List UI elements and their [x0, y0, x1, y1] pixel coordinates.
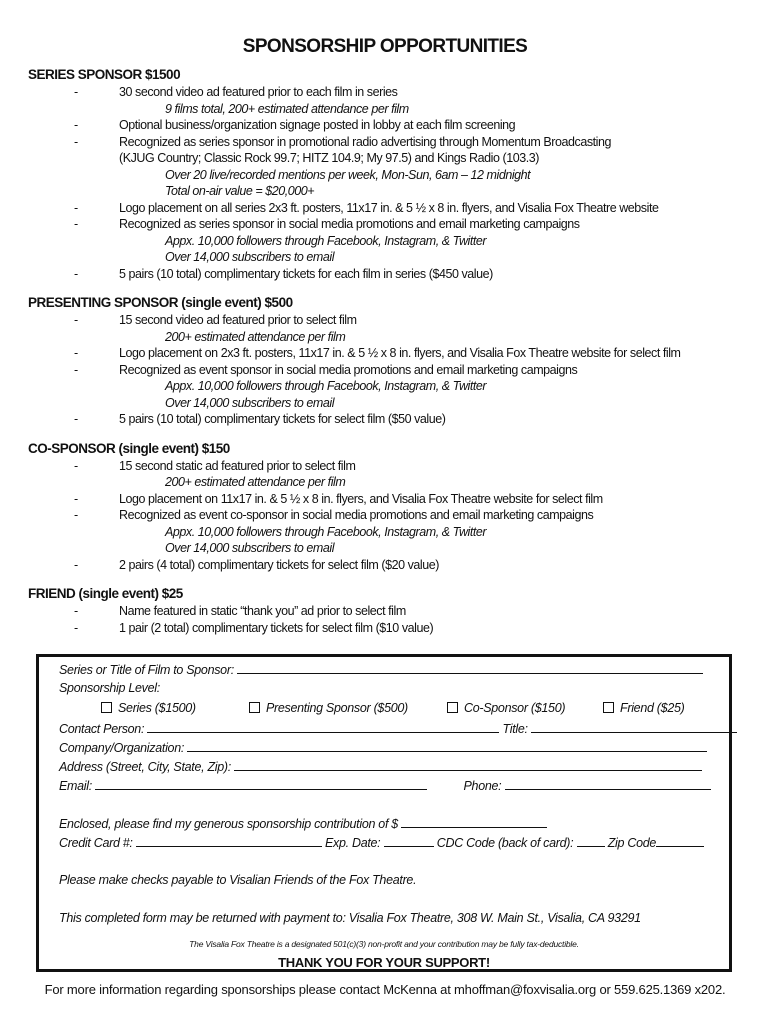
benefit-detail: Appx. 10,000 followers through Facebook, Instagram, & Twitter [165, 524, 487, 539]
benefit-text: 30 second video ad featured prior to each film in series [119, 85, 398, 99]
option-series[interactable] [101, 701, 196, 715]
exp-label: Exp. Date: [324, 836, 381, 850]
phone-field[interactable] [505, 777, 711, 790]
benefit-detail: Total on-air value = $20,000+ [165, 184, 315, 198]
card-label: Credit Card #: [59, 836, 133, 850]
return-note: This completed form may be returned with payment to: Visalia Fox Theatre, 308 W. Main St., Visalia, CA 93291 [59, 911, 641, 925]
sponsor-section [28, 440, 748, 574]
card-field[interactable] [136, 834, 322, 847]
zip-field[interactable] [656, 834, 704, 847]
benefit-text: Recognized as series sponsor in social media promotions and email marketing campaigns [119, 217, 580, 231]
benefit-text: 5 pairs (10 total) complimentary tickets for select film ($50 value) [119, 412, 446, 426]
option-label: Series ($1500) [118, 701, 196, 715]
checkbox-icon[interactable] [249, 702, 260, 713]
contribution-field[interactable] [401, 815, 547, 828]
benefit-text: Recognized as event sponsor in social media promotions and email marketing campaigns [119, 362, 578, 377]
address-label: Address (Street, City, State, Zip): [59, 760, 231, 774]
option-presenting[interactable] [249, 701, 408, 715]
benefit-text: 1 pair (2 total) complimentary tickets for select film ($10 value) [119, 620, 434, 635]
benefit-item [28, 345, 748, 362]
dash-bullet-icon: - [74, 412, 78, 426]
benefit-detail: Over 14,000 subscribers to email [165, 395, 335, 410]
benefit-text: 2 pairs (4 total) complimentary tickets for select film ($20 value) [119, 557, 439, 572]
benefit-detail: 200+ estimated attendance per film [165, 475, 346, 489]
option-co-sponsor[interactable] [447, 701, 565, 715]
benefit-item [28, 312, 748, 329]
benefit-detail: 9 films total, 200+ estimated attendance per film [165, 101, 409, 116]
section-heading: PRESENTING SPONSOR (single event) $500 [28, 295, 293, 310]
level-label: Sponsorship Level: [59, 681, 160, 695]
film-label: Series or Title of Film to Sponsor: [59, 663, 234, 677]
benefit-item [28, 200, 748, 217]
film-field[interactable] [237, 661, 703, 674]
contribution-row [59, 815, 547, 831]
dash-bullet-icon: - [74, 491, 78, 506]
dash-bullet-icon: - [74, 118, 78, 132]
cdc-field[interactable] [577, 834, 605, 847]
dash-bullet-icon: - [74, 266, 78, 281]
section-heading: FRIEND (single event) $25 [28, 586, 183, 601]
email-field[interactable] [95, 777, 427, 790]
checkbox-icon[interactable] [101, 702, 112, 713]
zip-label: Zip Code [607, 836, 657, 850]
dash-bullet-icon: - [74, 604, 78, 618]
company-field[interactable] [187, 739, 707, 752]
thank-you-text: THANK YOU FOR YOUR SUPPORT! [278, 955, 490, 970]
benefit-detail: Over 14,000 subscribers to email [165, 250, 335, 264]
film-row [59, 661, 703, 677]
benefit-detail: 200+ estimated attendance per film [165, 329, 346, 344]
benefit-item [28, 507, 748, 524]
checkbox-icon[interactable] [603, 702, 614, 713]
benefit-text: Optional business/organization signage posted in lobby at each film screening [119, 118, 516, 132]
contact-footer: For more information regarding sponsorships please contact McKenna at mhoffman@foxvisalia.org or 559.625.1369 x202. [44, 982, 726, 997]
contact-field[interactable] [147, 720, 499, 733]
title-field[interactable] [531, 720, 737, 733]
level-options [39, 701, 729, 717]
sponsor-section [28, 585, 748, 636]
checkbox-icon[interactable] [447, 702, 458, 713]
benefit-item [28, 411, 748, 428]
benefit-text: 5 pairs (10 total) complimentary tickets for each film in series ($450 value) [119, 266, 493, 281]
benefit-continuation: (KJUG Country; Classic Rock 99.7; HITZ 104.9; My 97.5) and Kings Radio (103.3) [119, 151, 539, 165]
benefit-detail: Appx. 10,000 followers through Facebook, Instagram, & Twitter [165, 379, 487, 393]
section-heading: SERIES SPONSOR $1500 [28, 67, 181, 82]
benefit-item [28, 117, 748, 134]
option-label: Co-Sponsor ($150) [464, 701, 566, 715]
benefit-text: Logo placement on 2x3 ft. posters, 11x17 in. & 5 ½ x 8 in. flyers, and Visalia Fox Theatre website for select film [119, 346, 681, 360]
sponsor-section [28, 66, 748, 282]
cdc-label: CDC Code (back of card): [436, 836, 574, 850]
benefit-item [28, 603, 748, 620]
nonprofit-note: The Visalia Fox Theatre is a designated 501(c)(3) non-profit and your contribution may be fully tax-deductible. [189, 939, 579, 949]
dash-bullet-icon: - [74, 217, 78, 231]
sponsorship-form [36, 654, 732, 972]
sponsorship-levels [28, 66, 748, 648]
benefit-detail: Over 20 live/recorded mentions per week, Mon-Sun, 6am – 12 midnight [165, 167, 531, 182]
company-row [59, 739, 707, 755]
address-row [59, 758, 702, 774]
dash-bullet-icon: - [74, 313, 78, 327]
option-label: Presenting Sponsor ($500) [266, 701, 408, 715]
benefit-item [28, 362, 748, 379]
benefit-item [28, 620, 748, 637]
benefit-item [28, 84, 748, 101]
benefit-text: Name featured in static “thank you” ad prior to select film [119, 604, 406, 618]
benefit-text: 15 second video ad featured prior to select film [119, 313, 357, 327]
option-label: Friend ($25) [620, 701, 685, 715]
benefit-item [28, 458, 748, 475]
benefit-detail: Over 14,000 subscribers to email [165, 541, 335, 555]
benefit-text: 15 second static ad featured prior to select film [119, 458, 356, 473]
dash-bullet-icon: - [74, 620, 78, 635]
checks-note: Please make checks payable to Visalian Friends of the Fox Theatre. [59, 873, 417, 887]
phone-label: Phone: [463, 779, 502, 793]
dash-bullet-icon: - [74, 346, 78, 360]
dash-bullet-icon: - [74, 557, 78, 572]
dash-bullet-icon: - [74, 85, 78, 99]
payment-row [59, 834, 704, 850]
benefit-item [28, 216, 748, 233]
benefit-text: Recognized as event co-sponsor in social media promotions and email marketing campaigns [119, 508, 594, 522]
benefit-item [28, 557, 748, 574]
benefit-item [28, 266, 748, 283]
section-heading: CO-SPONSOR (single event) $150 [28, 440, 230, 456]
benefit-item [28, 491, 748, 508]
benefit-text: Logo placement on 11x17 in. & 5 ½ x 8 in. flyers, and Visalia Fox Theatre website for select film [119, 491, 603, 506]
benefit-detail: Appx. 10,000 followers through Facebook, Instagram, & Twitter [165, 233, 487, 248]
title-label: Title: [502, 722, 528, 736]
address-field[interactable] [234, 758, 702, 771]
dash-bullet-icon: - [74, 134, 78, 149]
dash-bullet-icon: - [74, 200, 78, 215]
email-label: Email: [59, 779, 92, 793]
benefit-text: Recognized as series sponsor in promotional radio advertising through Momentum Broadcasting [119, 134, 611, 149]
dash-bullet-icon: - [74, 508, 78, 522]
page-title: SPONSORSHIP OPPORTUNITIES [242, 36, 528, 57]
dash-bullet-icon: - [74, 458, 78, 473]
sponsor-section [28, 294, 748, 428]
benefit-text: Logo placement on all series 2x3 ft. posters, 11x17 in. & 5 ½ x 8 in. flyers, and Visalia Fox Theatre website [119, 200, 659, 215]
benefit-item [28, 134, 748, 151]
company-label: Company/Organization: [59, 741, 185, 755]
contribution-label: Enclosed, please find my generous sponsorship contribution of $ [59, 817, 398, 831]
contact-row [59, 720, 737, 736]
contact-label: Contact Person: [59, 722, 145, 736]
email-row [59, 777, 711, 793]
dash-bullet-icon: - [74, 362, 78, 377]
option-friend[interactable] [603, 701, 685, 715]
exp-field[interactable] [384, 834, 434, 847]
